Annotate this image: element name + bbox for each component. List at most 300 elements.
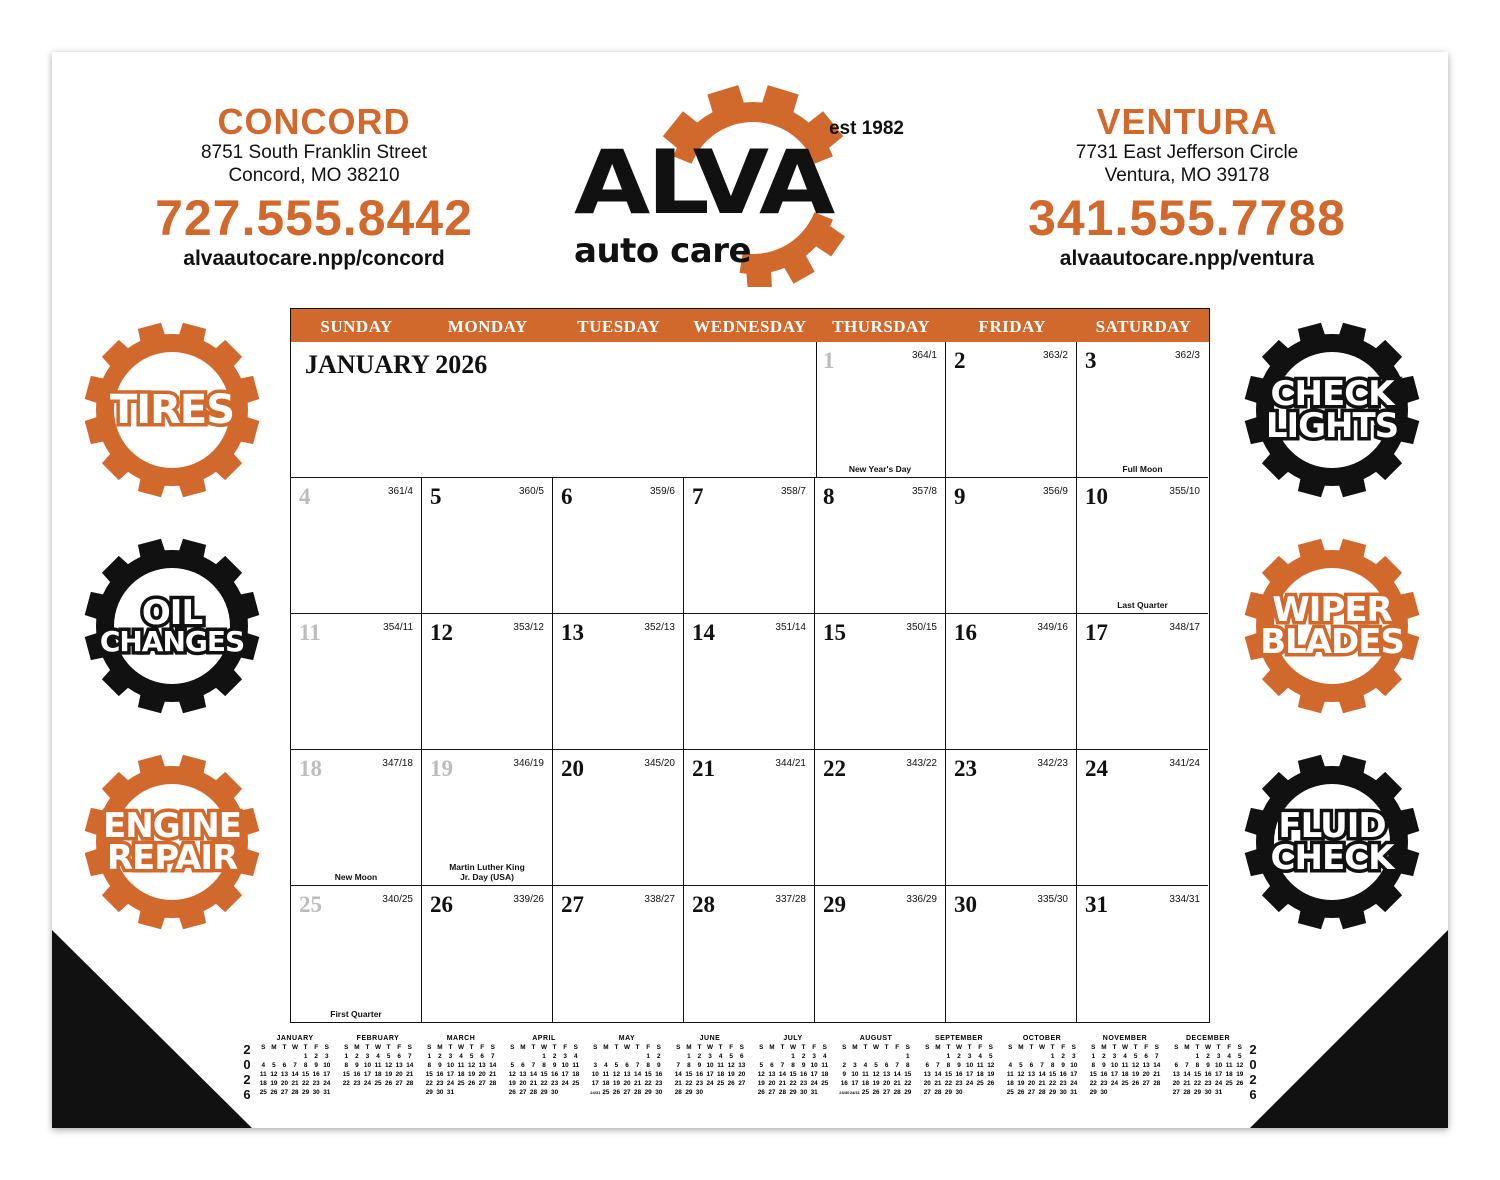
mini-day: 10 [446, 1062, 454, 1069]
mini-day: 13 [1172, 1071, 1180, 1078]
mini-day [1026, 1052, 1037, 1061]
mini-day: 23 [695, 1080, 703, 1087]
mini-day: 9 [1061, 1062, 1065, 1069]
day-number: 29 [823, 892, 846, 917]
mini-day: 7 [780, 1062, 785, 1069]
mini-day: 23 [800, 1080, 808, 1087]
day-number: 31 [1085, 892, 1108, 917]
badge-wiper-blades [1242, 536, 1422, 716]
mini-day: 16 [551, 1071, 559, 1078]
mini-weekday: W [1205, 1044, 1212, 1051]
mini-day: 11 [976, 1062, 984, 1069]
year-at-a-glance [240, 1034, 1260, 1114]
mini-day: 27 [1142, 1080, 1150, 1087]
mini-day: 16 [800, 1071, 808, 1078]
mini-weekday: T [884, 1044, 889, 1051]
mini-day: 29 [904, 1089, 912, 1096]
day-number: 17 [1085, 620, 1108, 645]
mini-week-row [258, 1088, 332, 1097]
mini-weekday: F [480, 1044, 485, 1051]
mini-day [456, 1088, 467, 1097]
mini-day [507, 1052, 518, 1061]
mini-day: 3 [967, 1053, 972, 1060]
mini-day [258, 1052, 269, 1061]
mini-day: 20 [623, 1080, 631, 1087]
mini-day: 5 [729, 1053, 733, 1060]
weekday-saturday: SATURDAY [1095, 317, 1192, 336]
mini-month-title: JUNE [699, 1035, 721, 1042]
mini-day: 18 [602, 1080, 610, 1087]
mini-day: 23 [1204, 1080, 1212, 1087]
mini-day: 25 [1006, 1089, 1014, 1096]
mini-day: 5 [874, 1062, 878, 1069]
mini-day: 20 [923, 1080, 931, 1087]
mini-day: 6 [625, 1062, 629, 1069]
mini-day: 13 [768, 1071, 776, 1078]
mini-day: 28 [406, 1080, 414, 1087]
mini-weekday: T [365, 1044, 370, 1051]
year-digit: 2 [1249, 1042, 1257, 1057]
julian-date: 340/25 [382, 894, 413, 905]
julian-date: 363/2 [1042, 350, 1068, 361]
mini-day: 22 [1089, 1080, 1097, 1087]
mini-day: 17 [1070, 1071, 1078, 1078]
badge-label-line: BLADES [1260, 622, 1404, 662]
mini-day: 15 [644, 1071, 652, 1078]
day-cell [815, 886, 946, 1022]
badge-label-line: TIRES [109, 387, 235, 433]
mini-day: 9 [656, 1062, 661, 1069]
mini-day: 24/31 [849, 1090, 860, 1095]
mini-day: 18 [374, 1071, 382, 1078]
mini-month-title: FEBRUARY [356, 1035, 400, 1042]
mini-day: 23 [551, 1080, 559, 1087]
mini-day: 16 [353, 1071, 361, 1078]
julian-date: 348/17 [1169, 622, 1200, 633]
mini-day: 18 [1121, 1071, 1129, 1078]
mini-day: 27 [623, 1089, 631, 1096]
day-number: 15 [823, 620, 846, 645]
mini-day: 3 [812, 1053, 816, 1060]
mini-day: 11 [374, 1062, 382, 1069]
mini-day: 19 [727, 1071, 735, 1078]
mini-day: 9 [1206, 1062, 1210, 1069]
mini-day: 6 [480, 1053, 484, 1060]
mini-day: 17 [363, 1071, 371, 1078]
julian-date: 355/10 [1169, 486, 1200, 497]
mini-day: 1 [687, 1053, 691, 1060]
mini-day: 15 [342, 1071, 350, 1078]
mini-day [477, 1088, 488, 1097]
mini-day: 14 [893, 1071, 901, 1078]
weekday-wednesday: WEDNESDAY [693, 317, 807, 336]
mini-weekday: T [1112, 1044, 1117, 1051]
mini-day: 8 [1195, 1062, 1200, 1069]
mini-day: 23 [1100, 1080, 1108, 1087]
logo-name: ALVA [574, 131, 832, 234]
mini-week-row [839, 1079, 913, 1088]
mini-week-row [1171, 1052, 1245, 1061]
mini-day [611, 1052, 622, 1061]
mini-day: 11 [1225, 1062, 1233, 1069]
mini-day: 9 [552, 1062, 557, 1069]
mini-day: 5 [386, 1053, 391, 1060]
mini-day: 1 [303, 1053, 308, 1060]
day-event: Martin Luther King Jr. Day (USA) [449, 862, 525, 882]
mini-week-row [1088, 1052, 1162, 1061]
mini-day: 28 [1038, 1089, 1046, 1096]
year-digit: 6 [1249, 1087, 1257, 1102]
mini-weekday: S [905, 1044, 910, 1051]
mini-day: 11 [1006, 1071, 1014, 1078]
mini-day: 20 [478, 1071, 486, 1078]
mini-week-row [673, 1052, 747, 1061]
mini-day [1005, 1052, 1016, 1061]
mini-day [860, 1052, 871, 1061]
mini-day: 10 [591, 1071, 599, 1078]
mini-day: 7 [1154, 1053, 1159, 1060]
mini-day: 10 [851, 1071, 859, 1078]
mini-day: 5 [614, 1062, 619, 1069]
mini-day: 26 [508, 1089, 516, 1096]
mini-week-row [922, 1052, 996, 1061]
mini-day [1171, 1052, 1182, 1061]
mini-day: 3 [448, 1053, 453, 1060]
mini-day: 24 [323, 1080, 331, 1087]
julian-date: 364/1 [911, 350, 937, 361]
mini-day: 28 [778, 1089, 786, 1096]
badge-label [82, 536, 262, 716]
mini-day: 1 [1195, 1053, 1200, 1060]
mini-day [819, 1088, 830, 1097]
mini-weekday: T [801, 1044, 806, 1051]
badge-label-line: ENGINE [103, 805, 241, 846]
mini-week-row [1088, 1070, 1162, 1079]
mini-weekday: S [759, 1044, 764, 1051]
mini-day: 3 [1071, 1053, 1076, 1060]
mini-day: 24 [1215, 1080, 1223, 1087]
julian-date: 345/20 [644, 758, 675, 769]
mini-week-row [424, 1070, 498, 1079]
mini-day: 25 [259, 1089, 267, 1096]
mini-day: 29 [685, 1089, 693, 1096]
mini-weekday: M [686, 1044, 692, 1051]
mini-weekday: F [563, 1044, 568, 1051]
mini-day: 1 [542, 1053, 546, 1060]
julian-date: 339/26 [513, 894, 544, 905]
mini-month [424, 1034, 498, 1097]
day-cell [422, 478, 553, 614]
mini-day: 30 [1100, 1089, 1108, 1096]
mini-day [892, 1052, 903, 1061]
mini-day: 22 [1049, 1080, 1057, 1087]
mini-week-row [922, 1061, 996, 1070]
weekday-header [291, 309, 1209, 342]
mini-week-row [1171, 1079, 1245, 1088]
julian-date: 341/24 [1169, 758, 1200, 769]
mini-day: 17 [810, 1071, 818, 1078]
mini-day [933, 1052, 944, 1061]
mini-day: 19 [508, 1080, 516, 1087]
location-phone: 727.555.8442 [155, 190, 473, 246]
mini-day: 2 [552, 1053, 557, 1060]
mini-day: 31 [810, 1089, 818, 1096]
mini-day: 10 [1215, 1062, 1223, 1069]
mini-day: 8 [427, 1062, 432, 1069]
badge-label [82, 752, 262, 932]
mini-weekday: F [895, 1044, 900, 1051]
badge-label-line: OIL [141, 592, 203, 633]
mini-day: 6 [770, 1062, 774, 1069]
mini-day: 2 [801, 1053, 806, 1060]
day-number: 19 [430, 756, 453, 781]
mini-day: 10 [810, 1062, 818, 1069]
day-number: 16 [954, 620, 977, 645]
mini-weekday: S [988, 1044, 993, 1051]
mini-weekday: F [646, 1044, 651, 1051]
badge-label [1242, 536, 1422, 716]
mini-weekday: T [614, 1044, 619, 1051]
mini-day: 8 [542, 1062, 546, 1069]
mini-day: 22 [1193, 1080, 1201, 1087]
mini-week-row [1088, 1061, 1162, 1070]
badge-label [1242, 752, 1422, 932]
mini-day: 27 [1172, 1089, 1180, 1096]
mini-weekday: M [1101, 1044, 1107, 1051]
mini-day [756, 1052, 767, 1061]
location-phone: 341.555.7788 [1028, 190, 1346, 246]
mini-week-row [590, 1070, 664, 1079]
mini-weekday: S [490, 1044, 495, 1051]
mini-week-row [258, 1052, 332, 1061]
mini-day: 5 [988, 1053, 993, 1060]
mini-weekday-row [590, 1043, 664, 1052]
mini-day: 17 [446, 1071, 454, 1078]
mini-day: 25 [976, 1080, 984, 1087]
logo-est: est 1982 [828, 118, 904, 139]
mini-day [290, 1052, 301, 1061]
mini-day [705, 1088, 716, 1097]
mini-day: 8 [1050, 1062, 1055, 1069]
mini-day: 24 [561, 1080, 569, 1087]
mini-month [922, 1034, 996, 1097]
mini-month [258, 1034, 332, 1097]
mini-day: 6 [397, 1053, 401, 1060]
mini-weekday: T [967, 1044, 972, 1051]
mini-day: 6 [282, 1062, 287, 1069]
mini-day: 15 [302, 1071, 310, 1078]
mini-day: 17 [706, 1071, 714, 1078]
mini-day: 2 [314, 1053, 318, 1060]
mini-day: 9 [957, 1062, 961, 1069]
mini-day: 17 [323, 1071, 331, 1078]
mini-day: 17 [1110, 1071, 1118, 1078]
mini-week-row [507, 1052, 581, 1061]
mini-day: 12 [385, 1062, 393, 1069]
mini-week-row [1005, 1061, 1079, 1070]
mini-day: 3 [1216, 1053, 1221, 1060]
mini-weekday: S [344, 1044, 349, 1051]
day-cell [946, 750, 1077, 886]
mini-weekday: T [303, 1044, 308, 1051]
day-number: 14 [692, 620, 715, 645]
mini-day: 6 [1029, 1062, 1034, 1069]
location-address-line1: 7731 East Jefferson Circle [1075, 142, 1299, 163]
mini-day: 14 [1153, 1062, 1161, 1069]
mini-day [777, 1052, 788, 1061]
mini-weekday: F [1227, 1044, 1232, 1051]
mini-week-row [1005, 1088, 1079, 1097]
mini-weekday: S [925, 1044, 930, 1051]
mini-week-row [507, 1079, 581, 1088]
badge-label [82, 320, 262, 500]
mini-day: 20 [280, 1080, 288, 1087]
mini-day: 8 [791, 1062, 795, 1069]
mini-day [736, 1088, 747, 1097]
mini-day: 20 [395, 1071, 403, 1078]
mini-day [975, 1088, 986, 1097]
mini-day: 28 [634, 1089, 642, 1096]
mini-weekday-row [1005, 1043, 1079, 1052]
year-digit: 2 [243, 1042, 251, 1057]
mini-day: 24 [446, 1080, 454, 1087]
mini-weekday: T [448, 1044, 453, 1051]
mini-week-row [756, 1079, 830, 1088]
mini-day: 7 [531, 1062, 536, 1069]
mini-week-row [1171, 1061, 1245, 1070]
mini-week-row [507, 1061, 581, 1070]
day-grid [291, 342, 1209, 1022]
julian-date: 342/23 [1037, 758, 1068, 769]
day-event: New Year's Day [848, 464, 912, 474]
mini-weekday: T [635, 1044, 640, 1051]
mini-day: 7 [1185, 1062, 1189, 1069]
mini-day: 9 [355, 1062, 359, 1069]
mini-day: 26 [1017, 1089, 1025, 1096]
mini-day: 3 [853, 1062, 857, 1069]
mini-weekday-row [1088, 1043, 1162, 1052]
day-number: 12 [430, 620, 453, 645]
mini-day: 6 [884, 1062, 889, 1069]
mini-day: 4 [1123, 1053, 1127, 1060]
mini-day: 14 [291, 1071, 299, 1078]
mini-day: 7 [635, 1062, 640, 1069]
mini-day [715, 1088, 726, 1097]
mini-day: 31 [1070, 1089, 1078, 1096]
mini-day: 23/30 [839, 1090, 850, 1095]
mini-day: 16 [1100, 1071, 1108, 1078]
mini-week-row [1088, 1088, 1162, 1097]
mini-weekday-row [922, 1043, 996, 1052]
mini-day: 4 [604, 1062, 608, 1069]
mini-day: 11 [1121, 1062, 1129, 1069]
mini-day: 22 [644, 1080, 652, 1087]
mini-day: 25 [1225, 1080, 1233, 1087]
julian-date: 356/9 [1042, 486, 1068, 497]
mini-day: 30 [551, 1089, 559, 1096]
mini-day: 30 [695, 1089, 703, 1096]
mini-day: 12 [987, 1062, 995, 1069]
mini-week-row [673, 1070, 747, 1079]
mini-day: 21 [406, 1071, 414, 1078]
day-number: 10 [1085, 484, 1108, 509]
mini-day: 14 [934, 1071, 942, 1078]
mini-day: 19 [757, 1080, 765, 1087]
mini-day: 14 [1183, 1071, 1191, 1078]
mini-week-row [341, 1079, 415, 1088]
mini-day: 15 [789, 1071, 797, 1078]
day-number: 30 [954, 892, 977, 917]
mini-day: 30 [655, 1089, 663, 1096]
mini-day: 14 [634, 1071, 642, 1078]
mini-weekday: S [842, 1044, 847, 1051]
mini-day: 1 [1050, 1053, 1055, 1060]
location-city: CONCORD [217, 101, 411, 142]
mini-day: 20 [1172, 1080, 1180, 1087]
mini-day: 21 [934, 1080, 942, 1087]
mini-day: 29 [1193, 1089, 1201, 1096]
mini-weekday: M [603, 1044, 609, 1051]
mini-day: 5 [469, 1053, 474, 1060]
mini-week-row [922, 1070, 996, 1079]
mini-day: 21 [291, 1080, 299, 1087]
mini-day: 18 [861, 1080, 869, 1087]
mini-week-row [673, 1079, 747, 1088]
mini-week-row [341, 1070, 415, 1079]
day-cell [815, 750, 946, 886]
mini-weekday: F [812, 1044, 817, 1051]
mini-day: 26 [1236, 1080, 1244, 1087]
mini-day: 9 [438, 1062, 442, 1069]
mini-day: 12 [508, 1071, 516, 1078]
julian-date: 362/3 [1174, 350, 1200, 361]
mini-day: 11 [572, 1062, 580, 1069]
julian-date: 357/8 [911, 486, 937, 497]
mini-weekday-row [839, 1043, 913, 1052]
mini-day: 13 [519, 1071, 527, 1078]
mini-day: 11 [717, 1062, 724, 1069]
year-digit: 0 [243, 1057, 251, 1072]
mini-day: 5 [759, 1062, 764, 1069]
mini-day: 1 [946, 1053, 951, 1060]
julian-date: 343/22 [906, 758, 937, 769]
mini-day: 2 [697, 1053, 702, 1060]
corner-pocket-right [1250, 930, 1448, 1128]
mini-day: 8 [303, 1062, 308, 1069]
mini-weekday: S [822, 1044, 827, 1051]
mini-weekday: S [427, 1044, 432, 1051]
day-number: 3 [1085, 348, 1097, 373]
mini-month-title: AUGUST [859, 1035, 893, 1042]
mini-weekday: S [676, 1044, 681, 1051]
mini-weekday: M [1184, 1044, 1190, 1051]
mini-month-title: DECEMBER [1185, 1035, 1231, 1042]
mini-week-row [424, 1052, 498, 1061]
mini-day [673, 1052, 684, 1061]
mini-day: 11 [602, 1071, 610, 1078]
mini-day: 5 [1133, 1053, 1138, 1060]
mini-day: 25 [1121, 1080, 1129, 1087]
mini-day [601, 1052, 612, 1061]
location-address-line1: 8751 South Franklin Street [200, 142, 428, 163]
mini-day: 4 [822, 1053, 827, 1060]
mini-day: 20 [1142, 1071, 1150, 1078]
location-ventura [987, 101, 1387, 271]
mini-day: 25 [602, 1089, 610, 1096]
mini-day: 22 [302, 1080, 310, 1087]
mini-day: 29 [1089, 1089, 1097, 1096]
mini-day: 6 [521, 1062, 525, 1069]
